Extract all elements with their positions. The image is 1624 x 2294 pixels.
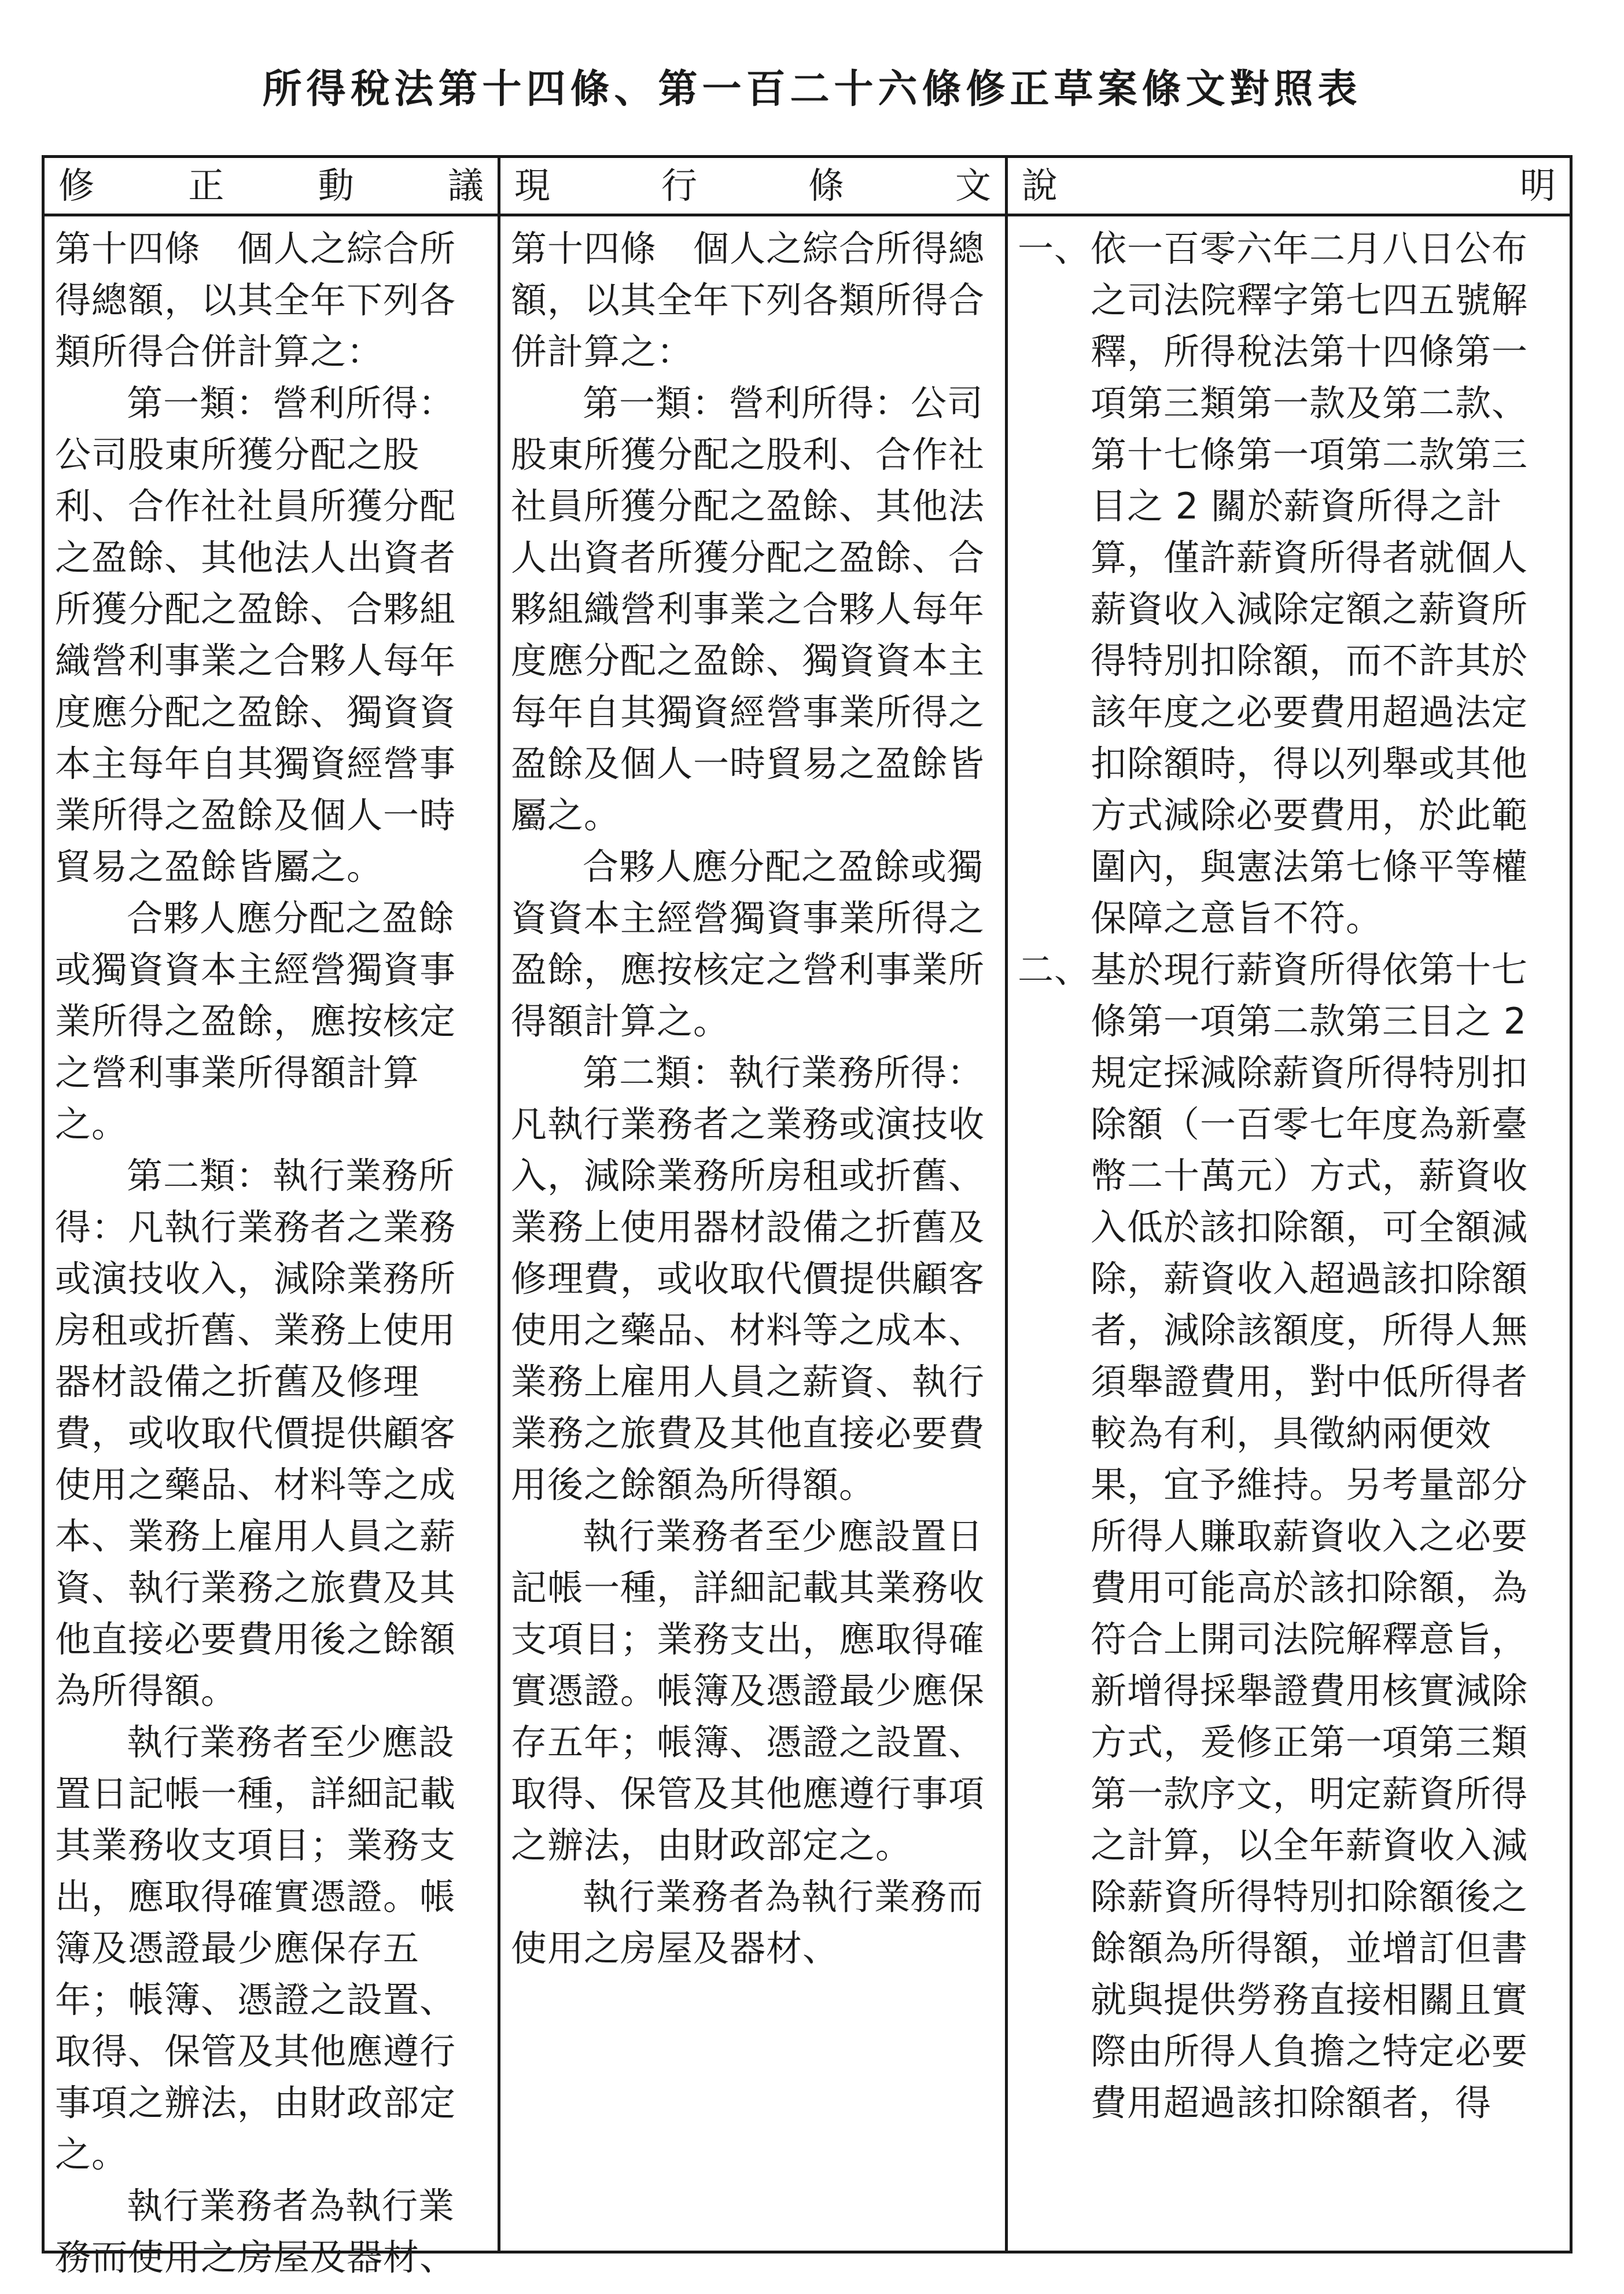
explanation-note	[1018, 944, 1564, 2128]
header-char: 行	[661, 164, 697, 207]
document-title: 所得稅法第十四條、第一百二十六條修正草案條文對照表	[262, 66, 1362, 112]
header-char: 明	[1519, 164, 1556, 207]
header-proposal	[45, 158, 498, 214]
column-divider-2	[1005, 158, 1008, 2251]
header-divider	[45, 214, 1570, 216]
note-text: 依一百零六年二月八日公布之司法院釋字第七四五號解釋，所得稅法第十四條第一項第三類第一款及第二款、第十七條第一項第二款第三目之 2 關於薪資所得之計算，僅許薪資所得者就個人薪資收入減除定額之薪資所得特別扣除額，而不許其於該年度之必要費用超過法定扣除額時，得以列舉或其他方式減除必要費用，於此範圍內，與憲法第七條平等權保障之意旨不符。	[1091, 227, 1529, 939]
proposal-paragraph: 合夥人應分配之盈餘或獨資資本主經營獨資事業所得之盈餘，應按核定之營利事業所得額計算之。	[55, 897, 456, 1145]
header-char: 動	[318, 164, 354, 207]
note-number: 一、	[1018, 227, 1091, 270]
header-char: 說	[1022, 164, 1058, 207]
explanation-column	[1018, 223, 1564, 2128]
proposal-paragraph: 執行業務者為執行業務而使用之房屋及器材、	[55, 2185, 456, 2278]
proposal-paragraph: 第一類：營利所得：公司股東所獲分配之股利、合作社社員所獲分配之盈餘、其他法人出資者所獲分配之盈餘、合夥組織營利事業之合夥人每年度應分配之盈餘、獨資資本主每年自其獨資經營事業所得之盈餘及個人一時貿易之盈餘皆屬之。	[55, 382, 456, 888]
current-paragraph: 第二類：執行業務所得：凡執行業務者之業務或演技收入，減除業務所房租或折舊、業務上使用器材設備之折舊及修理費，或收取代價提供顧客使用之藥品、材料等之成本、業務上雇用人員之薪資、執行業務之旅費及其他直接必要費用後之餘額為所得額。	[511, 1052, 985, 1506]
header-char: 議	[447, 164, 484, 207]
explanation-note	[1018, 223, 1564, 944]
header-char: 修	[58, 164, 95, 207]
proposal-heading: 第十四條 個人之綜合所得總額，以其全年下列各類所得合併計算之：	[55, 227, 456, 373]
column-divider-1	[498, 158, 500, 2251]
header-char: 文	[955, 164, 991, 207]
current-paragraph: 合夥人應分配之盈餘或獨資資本主經營獨資事業所得之盈餘，應按核定之營利事業所得額計算之。	[511, 845, 985, 1042]
note-number: 二、	[1018, 949, 1091, 991]
header-char: 正	[188, 164, 224, 207]
current-paragraph: 執行業務者為執行業務而使用之房屋及器材、	[511, 1876, 984, 1969]
header-char: 現	[514, 164, 551, 207]
note-text: 基於現行薪資所得依第十七條第一項第二款第三目之 2 規定採減除薪資所得特別扣除額（一百零七年度為新臺幣二十萬元）方式，薪資收入低於該扣除額，可全額減除，薪資收入超過該扣除額者，減除該額度，所得人無須舉證費用，對中低所得者較為有利，具徵納兩便效果，宜予維持。另考量部分所得人賺取薪資收入之必要費用可能高於該扣除額，為符合上開司法院解釋意旨，新增得採舉證費用核實減除方式，爰修正第一項第三類第一款序文，明定薪資所得之計算，以全年薪資收入減除薪資所得特別扣除額後之餘額為所得額，並增訂但書就與提供勞務直接相關且實際由所得人負擔之特定必要費用超過該扣除額者，得	[1091, 949, 1529, 2124]
current-heading: 第十四條 個人之綜合所得總額，以其全年下列各類所得合併計算之：	[511, 227, 985, 373]
current-paragraph: 執行業務者至少應設置日記帳一種，詳細記載其業務收支項目；業務支出，應取得確實憑證。帳簿及憑證最少應保存五年；帳簿、憑證之設置、取得、保管及其他應遵行事項之辦法，由財政部定之。	[511, 1515, 985, 1866]
header-char: 條	[808, 164, 844, 207]
proposal-column	[55, 223, 489, 2283]
proposal-paragraph: 執行業務者至少應設置日記帳一種，詳細記載其業務收支項目；業務支出，應取得確實憑證。帳簿及憑證最少應保存五年；帳簿、憑證之設置、取得、保管及其他應遵行事項之辦法，由財政部定之。	[55, 1721, 456, 2175]
comparison-table	[42, 155, 1573, 2278]
header-current	[500, 158, 1005, 214]
proposal-paragraph: 第二類：執行業務所得：凡執行業務者之業務或演技收入，減除業務所房租或折舊、業務上使用器材設備之折舊及修理費，或收取代價提供顧客使用之藥品、材料等之成本、業務上雇用人員之薪資、執行業務之旅費及其他直接必要費用後之餘額為所得額。	[55, 1155, 456, 1712]
current-column	[511, 223, 997, 1974]
current-paragraph: 第一類：營利所得：公司股東所獲分配之股利、合作社社員所獲分配之盈餘、其他法人出資者所獲分配之盈餘、合夥組織營利事業之合夥人每年度應分配之盈餘、獨資資本主每年自其獨資經營事業所得之盈餘及個人一時貿易之盈餘皆屬之。	[511, 382, 985, 836]
header-explanation	[1008, 158, 1570, 214]
